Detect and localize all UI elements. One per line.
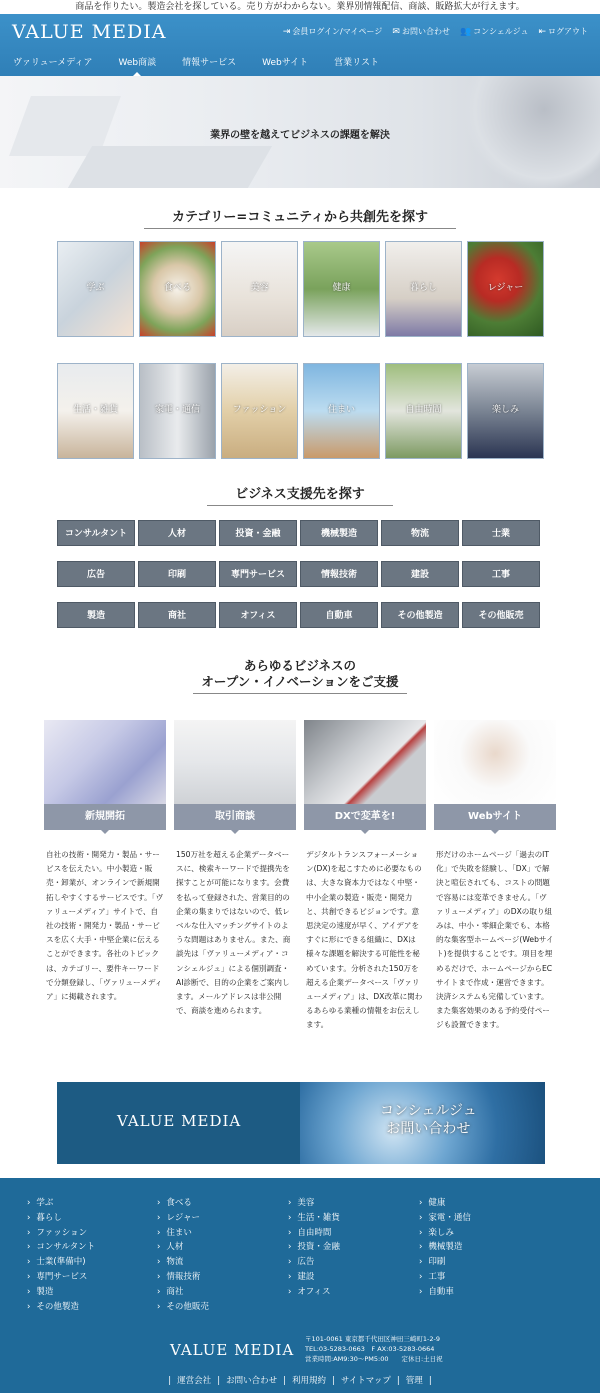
banner-logo: VALUE MEDIA xyxy=(117,1112,242,1130)
feature-label[interactable]: 新規開拓 xyxy=(44,804,166,830)
biz-button-consultant[interactable]: コンサルタント xyxy=(57,520,135,546)
footer-link[interactable]: › 情報技術 xyxy=(157,1270,209,1285)
site-logo[interactable]: VALUE MEDIA xyxy=(12,21,167,43)
biz-button-machinery[interactable]: 機械製造 xyxy=(300,520,378,546)
category-tile-beauty[interactable]: 美容 xyxy=(221,241,298,337)
feature-text: デジタルトランスフォーメーション(DX)を起こすために必要なものは、大きな資本力ではなく中堅・中小企業の製造・販売・開発力と、共創できるビジョンです。意思決定の速度が早く、アイデアをすぐに形にできる組織に、DXは様々な課題を解決する可能性を秘めています。分析された150万を超える企業データベース「ヴァリューメディア」は、DX改革に関わるあらゆる業種の情報をお伝えします。 xyxy=(306,850,423,1030)
category-tile-learn[interactable]: 学ぶ xyxy=(57,241,134,337)
biz-button-it[interactable]: 情報技術 xyxy=(300,561,378,587)
footer-link[interactable]: › 自由時間 xyxy=(288,1226,340,1241)
footer-col-4 xyxy=(419,1196,471,1300)
footer-link[interactable]: › 専門サービス xyxy=(27,1270,95,1285)
main-nav xyxy=(0,50,392,76)
feature-label[interactable]: 取引商談 xyxy=(174,804,296,830)
category-tiles-row2 xyxy=(0,363,600,459)
biz-button-construction[interactable]: 建設 xyxy=(381,561,459,587)
feature-new-customer xyxy=(44,720,166,1033)
category-tile-fashion[interactable]: ファッション xyxy=(221,363,298,459)
biz-button-logistics[interactable]: 物流 xyxy=(381,520,459,546)
footer-logo[interactable]: VALUE MEDIA xyxy=(170,1341,295,1359)
contact-link[interactable]: ✉ お問い合わせ xyxy=(392,26,450,37)
biz-button-printing[interactable]: 印刷 xyxy=(138,561,216,587)
footer-link[interactable]: › 美容 xyxy=(288,1196,340,1211)
header xyxy=(0,14,600,76)
category-tile-eat[interactable]: 食べる xyxy=(139,241,216,337)
biz-button-other-sales[interactable]: その他販売 xyxy=(462,602,540,628)
footer-link-admin[interactable]: 管理 xyxy=(405,1376,423,1386)
biz-button-advertising[interactable]: 広告 xyxy=(57,561,135,587)
category-tiles-row1 xyxy=(0,241,600,337)
business-buttons xyxy=(0,520,600,628)
feature-image-woman xyxy=(434,720,556,804)
category-title: カテゴリー=コミュニティから共創先を探す xyxy=(0,206,600,229)
footer-link[interactable]: › 健康 xyxy=(419,1196,471,1211)
footer-link[interactable]: › 生活・雑貨 xyxy=(288,1211,340,1226)
footer-link[interactable]: › 士業(準備中) xyxy=(27,1255,95,1270)
footer-link[interactable]: › 人材 xyxy=(157,1240,209,1255)
footer-link[interactable]: › 投資・金融 xyxy=(288,1240,340,1255)
footer-link[interactable]: › 家電・通信 xyxy=(419,1211,471,1226)
footer-link[interactable]: › 物流 xyxy=(157,1255,209,1270)
footer-link[interactable]: › 楽しみ xyxy=(419,1226,471,1241)
biz-button-other-mfg[interactable]: その他製造 xyxy=(381,602,459,628)
nav-item-sales-list[interactable]: 営業リスト xyxy=(334,58,379,68)
footer-link[interactable]: › コンサルタント xyxy=(27,1240,95,1255)
login-icon: ⇥ xyxy=(282,26,291,37)
footer-link[interactable]: › 印刷 xyxy=(419,1255,471,1270)
biz-button-works[interactable]: 工事 xyxy=(462,561,540,587)
feature-negotiation xyxy=(174,720,296,1033)
utility-links xyxy=(283,26,588,37)
biz-button-trading[interactable]: 商社 xyxy=(138,602,216,628)
footer-link[interactable]: › 学ぶ xyxy=(27,1196,95,1211)
footer-link[interactable]: › 住まい xyxy=(157,1226,209,1241)
footer-link[interactable]: › 機械製造 xyxy=(419,1240,471,1255)
hero-text: 業界の壁を越えてビジネスの課題を解決 xyxy=(210,130,390,141)
category-tile-appliance[interactable]: 家電・通信 xyxy=(139,363,216,459)
concierge-link[interactable]: 👥 コンシェルジュ xyxy=(459,26,529,37)
category-tile-freetime[interactable]: 自由時間 xyxy=(385,363,462,459)
biz-button-auto[interactable]: 自動車 xyxy=(300,602,378,628)
footer-col-1 xyxy=(27,1196,95,1314)
nav-item-valuemedia[interactable]: ヴァリューメディア xyxy=(13,58,93,68)
biz-button-services[interactable]: 専門サービス xyxy=(219,561,297,587)
feature-website xyxy=(434,720,556,1033)
feature-image-keyboard xyxy=(44,720,166,804)
feature-text: 自社の技術・開発力・製品・サービスを伝えたい。中小製造・販売・卸業が、オンラインで新規開拓しやすくするサービスです。「ヴァリューメディア」サイトで、自社の技術・開発力・製品・サービスを広く大手・中堅企業に伝えることができます。各社のトピックは、カテゴリー、要件キーワードで分類登録し、「ヴァリューメディア」に掲載されます。 xyxy=(46,850,164,1002)
footer-link[interactable]: › 暮らし xyxy=(27,1211,95,1226)
feature-text: 形だけのホームページ「過去のIT化」で失敗を経験し、「DX」で解決と喧伝されても、コストの問題で容易には変革できません。「ヴァリューメディア」のDXの取り組みは、中小・零細企業でも、本格的な集客型ホームページ(Webサイト)を提供することです。項目を埋めるだけで、ホームページからECサイトまで作成・運営できます。決済システムも完備しています。また集客効果のある予約受付ページも設置できます。 xyxy=(436,850,554,1030)
feature-image-buy-key xyxy=(304,720,426,804)
category-tile-house[interactable]: 住まい xyxy=(303,363,380,459)
nav-item-web-negotiation[interactable]: Web商談 xyxy=(105,50,169,76)
biz-button-finance[interactable]: 投資・金融 xyxy=(219,520,297,546)
feature-text: 150万社を超える企業データベースに、検索キーワードで提携先を探すことが可能になります。会費を払って登録された、営業目的の企業の集まりではないので、低レベルな仕入マッチングサイトのような問題はありません。また、商談先は「ヴァリューメディア・コンシェルジュ」による個別調査・AI診断で、目的の企業をご案内します。メールアドレスは非公開で、商談を進められます。 xyxy=(176,850,291,1016)
footer-col-2 xyxy=(157,1196,209,1314)
biz-button-office[interactable]: オフィス xyxy=(219,602,297,628)
login-link[interactable]: ⇥ 会員ログイン/マイページ xyxy=(282,26,383,37)
innovation-title: あらゆるビジネスの オープン・イノベーションをご支援 xyxy=(0,658,600,694)
people-icon: 👥 xyxy=(459,26,472,37)
footer xyxy=(0,1178,600,1393)
banner-text: コンシェルジュ お問い合わせ xyxy=(380,1103,477,1137)
biz-button-manufacturing[interactable]: 製造 xyxy=(57,602,135,628)
hero-banner xyxy=(0,76,600,188)
footer-link[interactable]: › その他製造 xyxy=(27,1300,95,1315)
footer-link-company[interactable]: 運営会社 xyxy=(177,1376,212,1386)
category-tile-fun[interactable]: 楽しみ xyxy=(467,363,544,459)
feature-label[interactable]: DXで変革を! xyxy=(304,804,426,830)
category-tile-leisure[interactable]: レジャー xyxy=(467,241,544,337)
footer-link[interactable]: › 広告 xyxy=(288,1255,340,1270)
category-tile-goods[interactable]: 生活・雑貨 xyxy=(57,363,134,459)
logout-icon: ⇤ xyxy=(538,26,546,37)
business-title: ビジネス支援先を探す xyxy=(0,483,600,506)
footer-link[interactable]: › 製造 xyxy=(27,1285,95,1300)
footer-link-contact[interactable]: お問い合わせ xyxy=(226,1376,278,1386)
biz-button-professional[interactable]: 士業 xyxy=(462,520,540,546)
logout-link[interactable]: ⇤ ログアウト xyxy=(538,26,588,37)
footer-link-terms[interactable]: 利用規約 xyxy=(291,1376,326,1386)
concierge-banner[interactable] xyxy=(57,1082,545,1164)
feature-columns xyxy=(0,720,600,1033)
footer-link[interactable]: › 工事 xyxy=(419,1270,471,1285)
footer-link[interactable]: › ファッション xyxy=(27,1226,95,1241)
footer-link[interactable]: › その他販売 xyxy=(157,1300,209,1315)
mail-icon: ✉ xyxy=(392,26,400,37)
globe-image xyxy=(300,1082,545,1164)
footer-link-sitemap[interactable]: サイトマップ xyxy=(340,1376,391,1386)
footer-link[interactable]: › オフィス xyxy=(288,1285,340,1300)
footer-link[interactable]: › 食べる xyxy=(157,1196,209,1211)
feature-image-businessman xyxy=(174,720,296,804)
footer-bottom-links: | 運営会社 | お問い合わせ | 利用規約 | サイトマップ | 管理 | xyxy=(168,1376,432,1386)
category-tile-health[interactable]: 健康 xyxy=(303,241,380,337)
footer-link[interactable]: › 自動車 xyxy=(419,1285,471,1300)
category-tile-living[interactable]: 暮らし xyxy=(385,241,462,337)
tagline: 商品を作りたい。製造会社を探している。売り方がわからない。業界別情報配信、商談、販路拡大が行えます。 xyxy=(0,0,600,14)
nav-item-website[interactable]: Webサイト xyxy=(262,58,309,68)
footer-col-3 xyxy=(288,1196,340,1300)
footer-link[interactable]: › 商社 xyxy=(157,1285,209,1300)
feature-dx xyxy=(304,720,426,1033)
footer-link[interactable]: › 建設 xyxy=(288,1270,340,1285)
footer-link[interactable]: › レジャー xyxy=(157,1211,209,1226)
feature-label[interactable]: Webサイト xyxy=(434,804,556,830)
footer-address: 〒101-0061 東京都千代田区神田三崎町1-2-9 TEL:03-5283-0663 F AX:03-5283-0664 営業時間:AM9:30〜PM5:00 定休日:土日祝 xyxy=(305,1335,443,1363)
biz-button-hr[interactable]: 人材 xyxy=(138,520,216,546)
nav-item-info-service[interactable]: 情報サービス xyxy=(182,58,237,68)
